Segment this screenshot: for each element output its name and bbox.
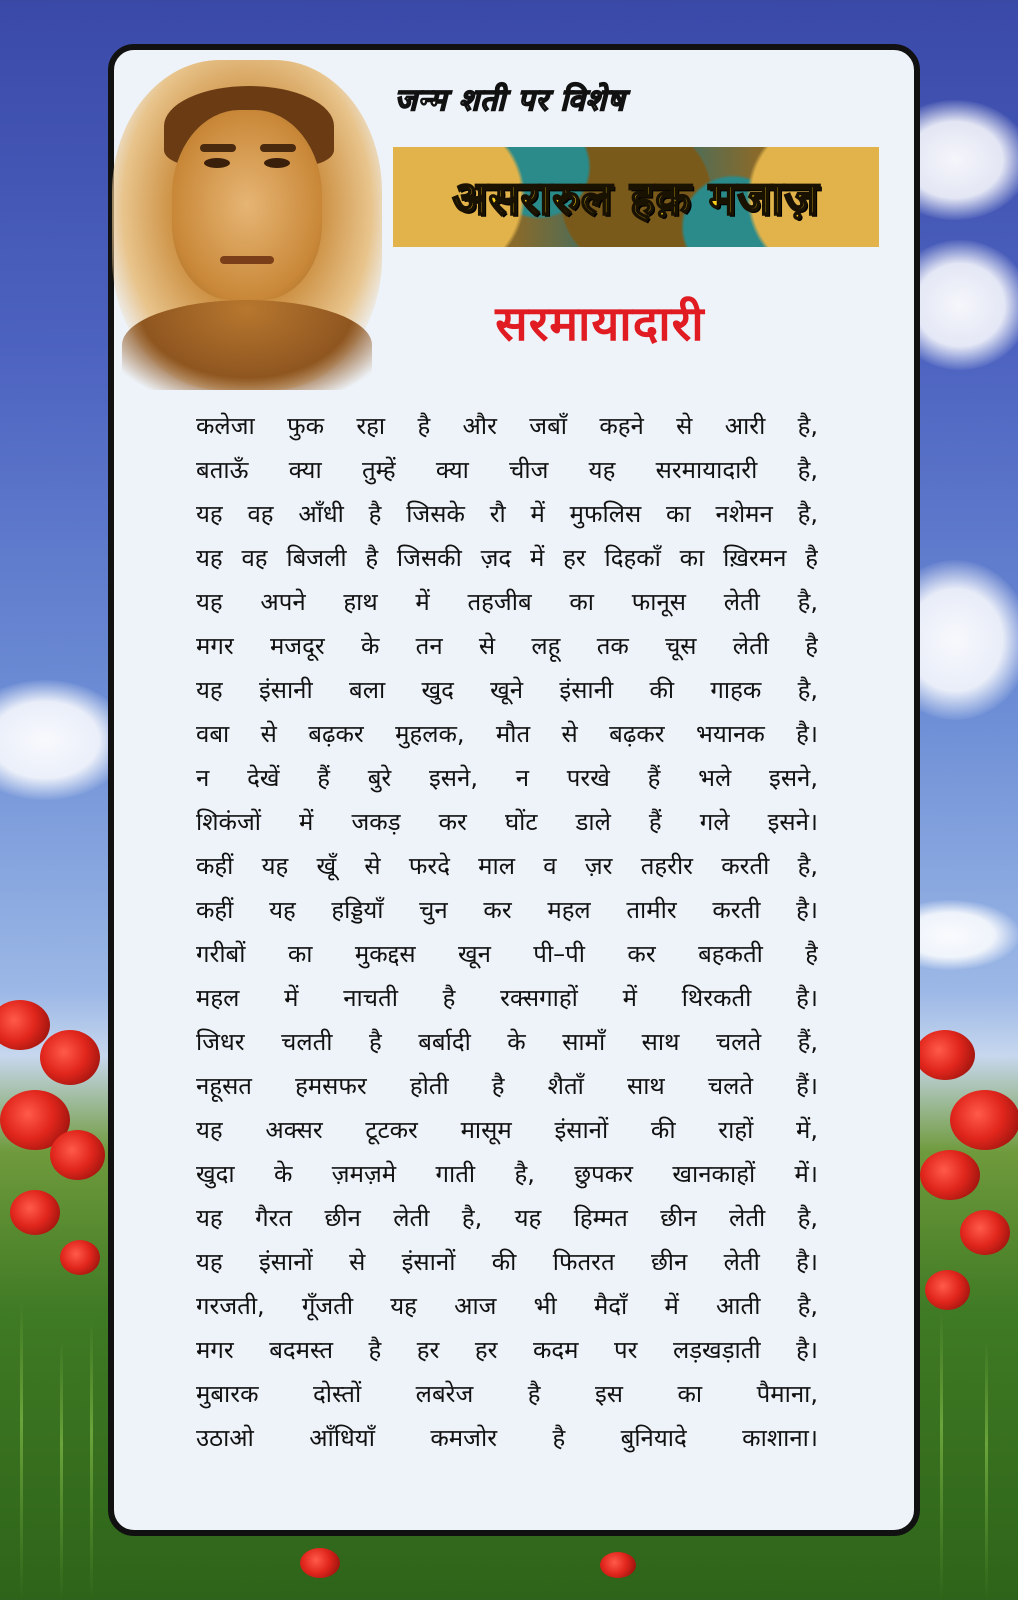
- poppy-flower: [50, 1130, 105, 1180]
- poem-line: कहीं यह खूँ से फरदे माल व ज़र तहरीर करती है,: [196, 852, 818, 880]
- poem-line: गरजती, गूँजती यह आज भी मैदाँ में आती है,: [196, 1292, 818, 1320]
- poem-line: कहीं यह हड्डियाँ चुन कर महल तामीर करती है।: [196, 896, 818, 924]
- poem-line: यह इंसानों से इंसानों की फितरत छीन लेती है।: [196, 1248, 818, 1276]
- portrait-brow: [200, 144, 236, 152]
- poem-line: जिधर चलती है बर्बादी के सामाँ साथ चलते हैं,: [196, 1028, 818, 1056]
- portrait-mouth: [220, 256, 274, 264]
- portrait-shoulders: [122, 300, 372, 390]
- poem-line: महल में नाचती है रक्सगाहों में थिरकती है।: [196, 984, 818, 1012]
- poet-name: असरारुल हक़ मजाज़: [452, 171, 820, 225]
- grass-blade: [20, 1300, 23, 1600]
- poppy-flower: [40, 1030, 100, 1085]
- poppy-flower: [950, 1090, 1018, 1150]
- poem-line: यह वह आँधी है जिसके रौ में मुफलिस का नशेमन है,: [196, 500, 818, 528]
- grass-blade: [90, 1320, 93, 1600]
- poem-line: खुदा के ज़मज़मे गाती है, छुपकर खानकाहों में।: [196, 1160, 818, 1188]
- poppy-flower: [60, 1240, 100, 1275]
- poem-line: नहूसत हमसफर होती है शैताँ साथ चलते हैं।: [196, 1072, 818, 1100]
- poem-line: यह वह बिजली है जिसकी ज़द में हर दिहकाँ का ख़िरमन है: [196, 544, 818, 572]
- poppy-flower: [600, 1552, 636, 1578]
- poem-line: बताऊँ क्या तुम्हें क्या चीज यह सरमायादारी है,: [196, 456, 818, 484]
- poem-line: मगर बदमस्त है हर हर कदम पर लड़खड़ाती है।: [196, 1336, 818, 1364]
- portrait-brow: [260, 144, 296, 152]
- portrait-eye: [264, 158, 290, 168]
- poppy-flower: [10, 1190, 60, 1235]
- poem-line: न देखें हैं बुरे इसने, न परखे हैं भले इसने,: [196, 764, 818, 792]
- poppy-flower: [915, 1030, 975, 1080]
- poppy-flower: [0, 1000, 50, 1050]
- poet-name-banner: [393, 147, 879, 247]
- poppy-flower: [300, 1548, 340, 1578]
- poem-line: यह इंसानी बला खुद खूने इंसानी की गाहक है,: [196, 676, 818, 704]
- grass-blade: [60, 1340, 63, 1600]
- poet-portrait: [112, 60, 382, 390]
- poem-line: शिकंजों में जकड़ कर घोंट डाले हैं गले इसने।: [196, 808, 818, 836]
- poem-line: यह गैरत छीन लेती है, यह हिम्मत छीन लेती है,: [196, 1204, 818, 1232]
- poem-line: मगर मजदूर के तन से लहू तक चूस लेती है: [196, 632, 818, 660]
- poppy-flower: [960, 1210, 1010, 1255]
- portrait-eye: [204, 158, 230, 168]
- poem-line: गरीबों का मुकद्दस खून पी–पी कर बहकती है: [196, 940, 818, 968]
- grass-blade: [985, 1340, 988, 1600]
- poem-title: सरमायादारी: [495, 296, 705, 352]
- poem-line: उठाओ आँधियाँ कमजोर है बुनियादे काशाना।: [196, 1424, 818, 1452]
- poem-body: [196, 404, 818, 1460]
- poem-line: वबा से बढ़कर मुहलक, मौत से बढ़कर भयानक है।: [196, 720, 818, 748]
- poem-line: मुबारक दोस्तों लबरेज है इस का पैमाना,: [196, 1380, 818, 1408]
- birth-centenary-subtitle: जन्म शती पर विशेष: [394, 83, 626, 118]
- poppy-flower: [925, 1270, 970, 1310]
- poppy-flower: [920, 1150, 980, 1200]
- poem-line: यह अपने हाथ में तहजीब का फानूस लेती है,: [196, 588, 818, 616]
- poem-line: यह अक्सर टूटकर मासूम इंसानों की राहों में,: [196, 1116, 818, 1144]
- poem-line: कलेजा फुक रहा है और जबाँ कहने से आरी है,: [196, 412, 818, 440]
- grass-blade: [940, 1310, 943, 1600]
- portrait-face: [172, 110, 322, 300]
